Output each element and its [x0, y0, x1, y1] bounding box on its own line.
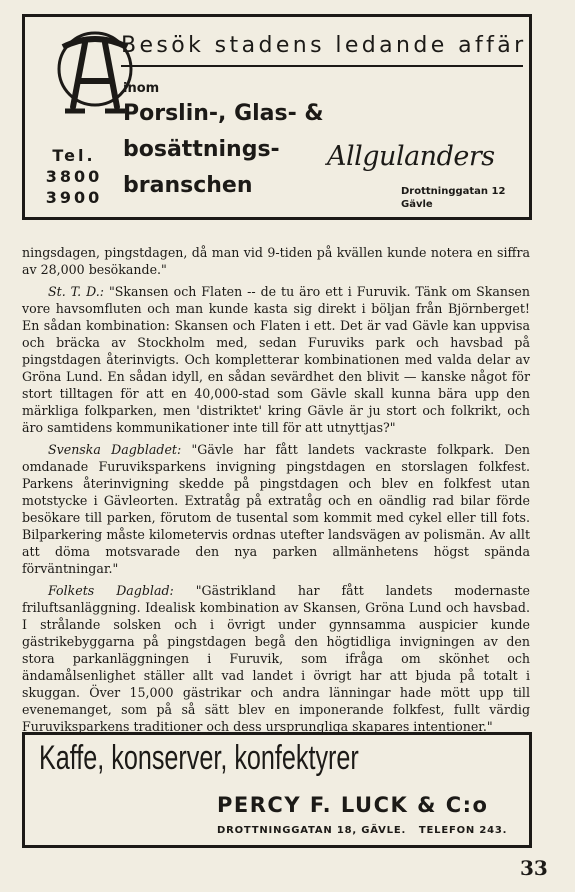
branch-line-3: branschen — [123, 173, 253, 198]
tagline: Besök stadens ledande affär — [121, 33, 527, 58]
telephone-number: 3900 — [45, 188, 103, 207]
article-paragraph: ningsdagen, pingstdagen, då man vid 9-tiden på kvällen kunde notera en siffra av 28,000 besökande." — [22, 245, 530, 277]
advertisement-percy-luck — [22, 732, 532, 848]
article-text — [22, 244, 530, 735]
telephone-label: Tel. — [52, 146, 96, 165]
inom-label: inom — [123, 81, 160, 96]
tagline-underline — [121, 65, 523, 67]
article-paragraph — [22, 582, 530, 735]
ad-phone: TELEFON 243. — [418, 825, 508, 836]
quote-source: Folkets Dagblad: — [48, 583, 174, 598]
quote-source: St. T. D.: — [48, 284, 105, 299]
quote-source: Svenska Dagbladet: — [48, 442, 182, 457]
ad-address-line — [217, 825, 507, 836]
quote-text: "Gästrikland har fått landets modernaste friluftsanläggning. Idealisk kombination av Skansen, Gröna Lund och havsbad. I strålande solsken och i övrigt under gynnsamma auspicier kunde gästrikebyggarna på pingstdagen begå den högtidliga invigningen av den stora parkanläggningen i Furuvik, som ifråga om skönhet och ändamålsenlighet ställer allt vad landet i övrigt har att bjuda på totalt i skuggan. Över 15,000 gästrikar och andra länningar hade mött upp till evenemanget, som på så sätt blev en imponerande folkfest, fullt värdig Furuviksparkens traditioner och dess ursprungliga skapares intentioner." — [22, 583, 531, 734]
company-address — [401, 185, 505, 211]
ad-headline: Kaffe, konserver, konfektyrer — [39, 739, 359, 777]
ad-company-name: PERCY F. LUCK & C:o — [217, 793, 489, 817]
branch-line-2: bosättnings- — [123, 137, 280, 162]
company-signature: Allgulanders — [327, 141, 495, 172]
telephone-number: 3800 — [45, 167, 103, 186]
page-number: 33 — [520, 856, 548, 880]
branch-line-1: Porslin-, Glas- & — [123, 101, 324, 126]
advertisement-allgulanders — [22, 14, 532, 220]
address-city: Gävle — [401, 199, 433, 210]
article-paragraph — [22, 441, 530, 577]
telephone-block — [39, 145, 109, 208]
quote-text: "Skansen och Flaten -- de tu äro ett i Furuvik. Tänk om Skansen vore havsomfluten och man kunde kasta sig direkt i böljan från Björnberget! En sådan kombination: Skansen och Flaten i ett. Det är vad Gävle kan uppvisa och bräcka av Stockholm med, sedan Furuviks park och havsbad på pingstdagen återinvigts. Och kompletterar kombinationen med valda delar av Gröna Lund. En sådan idyll, en sådan sevärdhet den blivit — kanske något för stort tilltagen för att en 40,000-stad som Gävle skall kunna bära upp den märkliga folkparken, men 'distriktet' kring Gävle är ju stort och folkrikt, och äro samtidens kommunikationer inte till för att utnyttjas?" — [22, 284, 530, 435]
article-paragraph — [22, 283, 530, 436]
address-street: Drottninggatan 12 — [401, 186, 506, 197]
quote-text: "Gävle har fått landets vackraste folkpark. Den omdanade Furuviksparkens invigning pingstdagen en storslagen folkfest. Parkens återinvigning skedde på pingstdagen och blev en folkfest utan motstycke i Gävleorten. Extratåg på extratåg och en oändlig rad bilar förde besökare till parken, förutom de tusental som kommit med cykel eller till fots. Bilparkering måste kilometervis ordnas utefter landsvägen av polismän. Av allt att döma motsvarade den nya parken allmänhetens högst spända förväntningar." — [22, 442, 531, 576]
ad-address: DROTTNINGGATAN 18, GÄVLE. — [217, 825, 407, 836]
